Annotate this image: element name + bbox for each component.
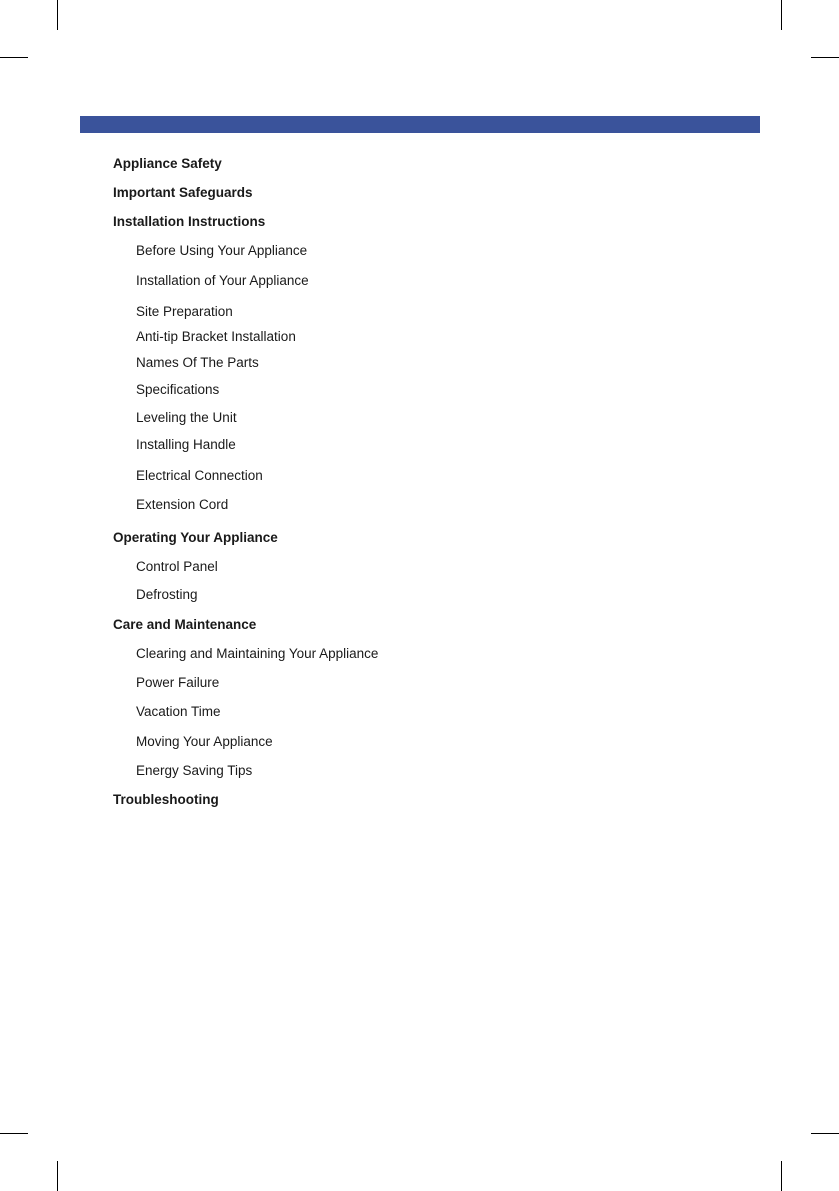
toc-section-operating[interactable]: Operating Your Appliance [113, 530, 278, 545]
toc-item-installation-of-appliance[interactable]: Installation of Your Appliance [136, 273, 309, 288]
toc-item-defrosting[interactable]: Defrosting [136, 587, 198, 602]
toc-section-care-maintenance[interactable]: Care and Maintenance [113, 617, 257, 632]
toc-item-installing-handle[interactable]: Installing Handle [136, 437, 236, 452]
toc-section-appliance-safety[interactable]: Appliance Safety [113, 156, 222, 171]
toc-item-energy-saving-tips[interactable]: Energy Saving Tips [136, 763, 253, 778]
toc-item-control-panel[interactable]: Control Panel [136, 559, 218, 574]
toc-item-power-failure[interactable]: Power Failure [136, 675, 220, 690]
toc-item-site-preparation[interactable]: Site Preparation [136, 304, 233, 319]
toc-item-specifications[interactable]: Specifications [136, 382, 220, 397]
toc-item-leveling-unit[interactable]: Leveling the Unit [136, 410, 237, 425]
toc-section-important-safeguards[interactable]: Important Safeguards [113, 185, 253, 200]
toc-item-vacation-time[interactable]: Vacation Time [136, 704, 221, 719]
toc-section-installation-instructions[interactable]: Installation Instructions [113, 214, 266, 229]
toc-item-names-of-parts[interactable]: Names Of The Parts [136, 355, 259, 370]
toc-item-moving-appliance[interactable]: Moving Your Appliance [136, 734, 273, 749]
toc-item-anti-tip-bracket[interactable]: Anti-tip Bracket Installation [136, 329, 296, 344]
toc-section-troubleshooting[interactable]: Troubleshooting [113, 792, 219, 807]
toc-item-clearing-maintaining[interactable]: Clearing and Maintaining Your Appliance [136, 646, 379, 661]
toc-item-electrical-connection[interactable]: Electrical Connection [136, 468, 263, 483]
toc-item-before-using[interactable]: Before Using Your Appliance [136, 243, 308, 258]
toc-item-extension-cord[interactable]: Extension Cord [136, 497, 229, 512]
